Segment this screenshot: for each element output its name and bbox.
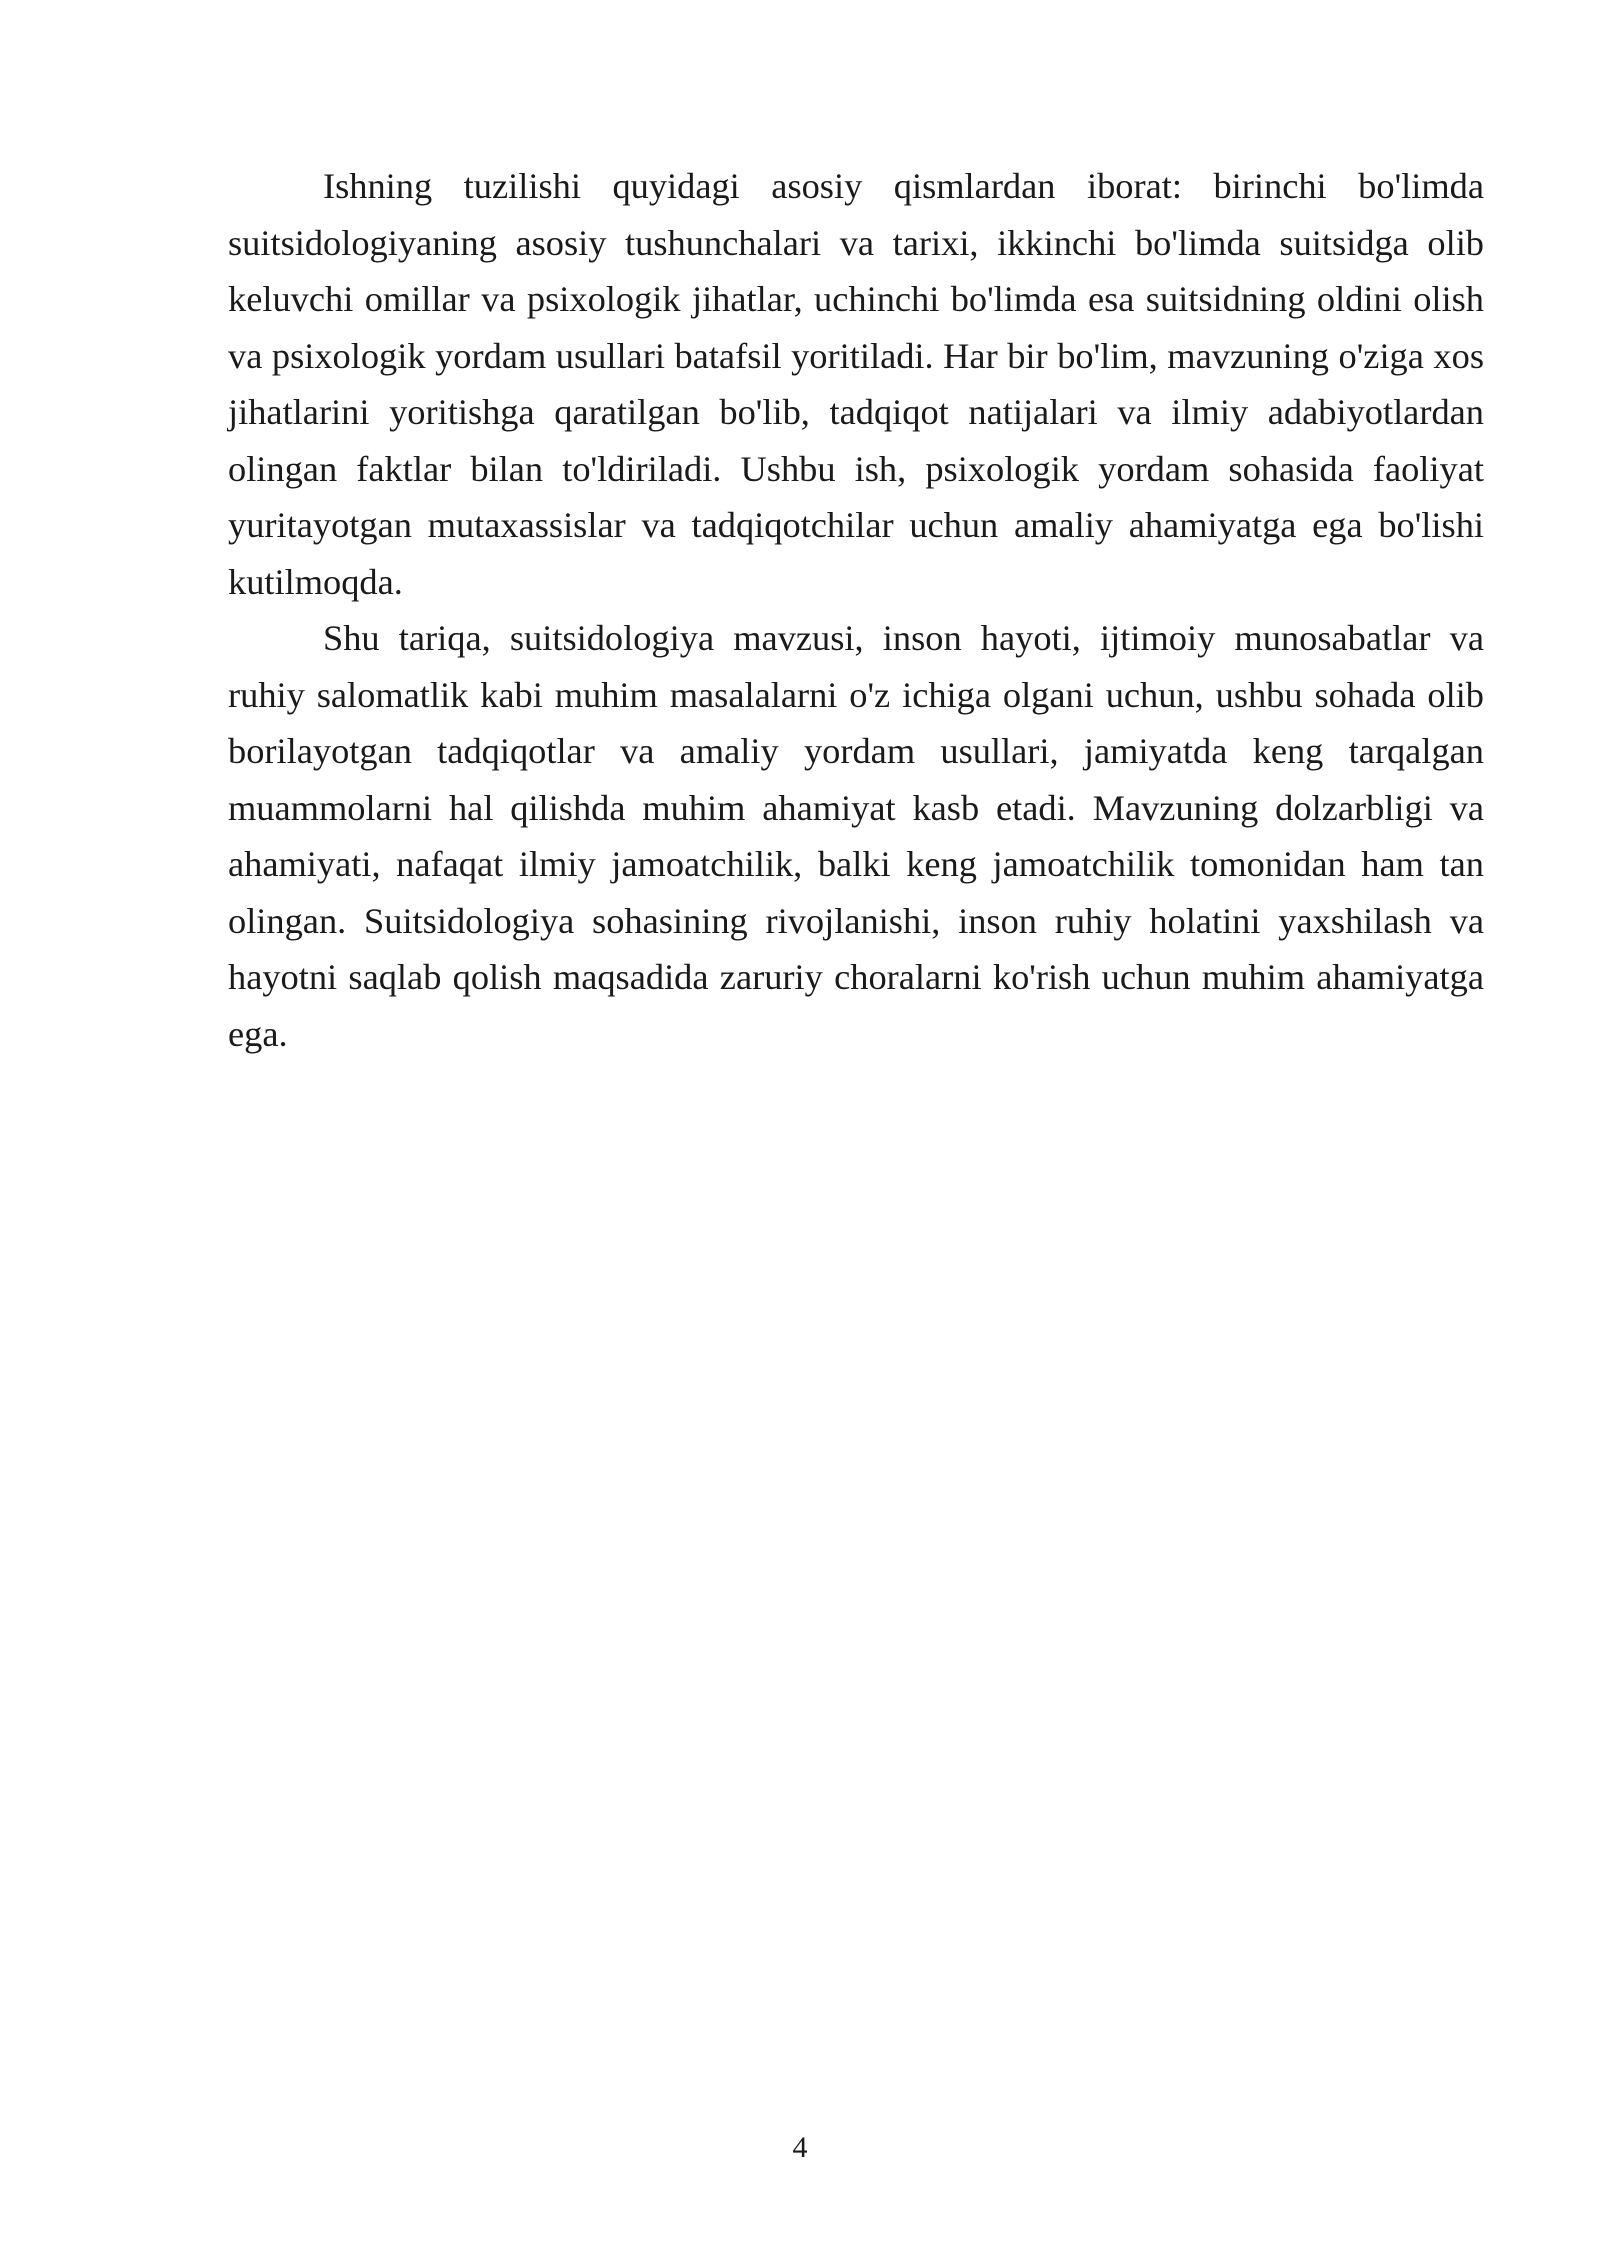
paragraph-structure: Ishning tuzilishi quyidagi asosiy qismlardan iborat: birinchi bo'limda suitsidologiyaning asosiy tushunchalari va tarixi, ikkinchi bo'limda suitsidga olib keluvchi omillar va psixologik jihatlar, uchinchi bo'limda esa suitsidning oldini olish va psixologik yordam usullari batafsil yoritiladi. Har bir bo'lim, mavzuning o'ziga xos jihatlarini yoritishga qaratilgan bo'lib, tadqiqot natijalari va ilmiy adabiyotlardan olingan faktlar bilan to'ldiriladi. Ushbu ish, psixologik yordam sohasida faoliyat yuritayotgan mutaxassislar va tadqiqotchilar uchun amaliy ahamiyatga ega bo'lishi kutilmoqda. [228,166,1484,602]
paragraph-conclusion: Shu tariqa, suitsidologiya mavzusi, inson hayoti, ijtimoiy munosabatlar va ruhiy salomatlik kabi muhim masalalarni o'z ichiga olgani uchun, ushbu sohada olib borilayotgan tadqiqotlar va amaliy yordam usullari, jamiyatda keng tarqalgan muammolarni hal qilishda muhim ahamiyat kasb etadi. Mavzuning dolzarbligi va ahamiyati, nafaqat ilmiy jamoatchilik, balki keng jamoatchilik tomonidan ham tan olingan. Suitsidologiya sohasining rivojlanishi, inson ruhiy holatini yaxshilash va hayotni saqlab qolish maqsadida zaruriy choralarni ko'rish uchun muhim ahamiyatga ega. [228,618,1484,1054]
page-number: 4 [792,2131,808,2164]
body-text [228,158,1484,1062]
